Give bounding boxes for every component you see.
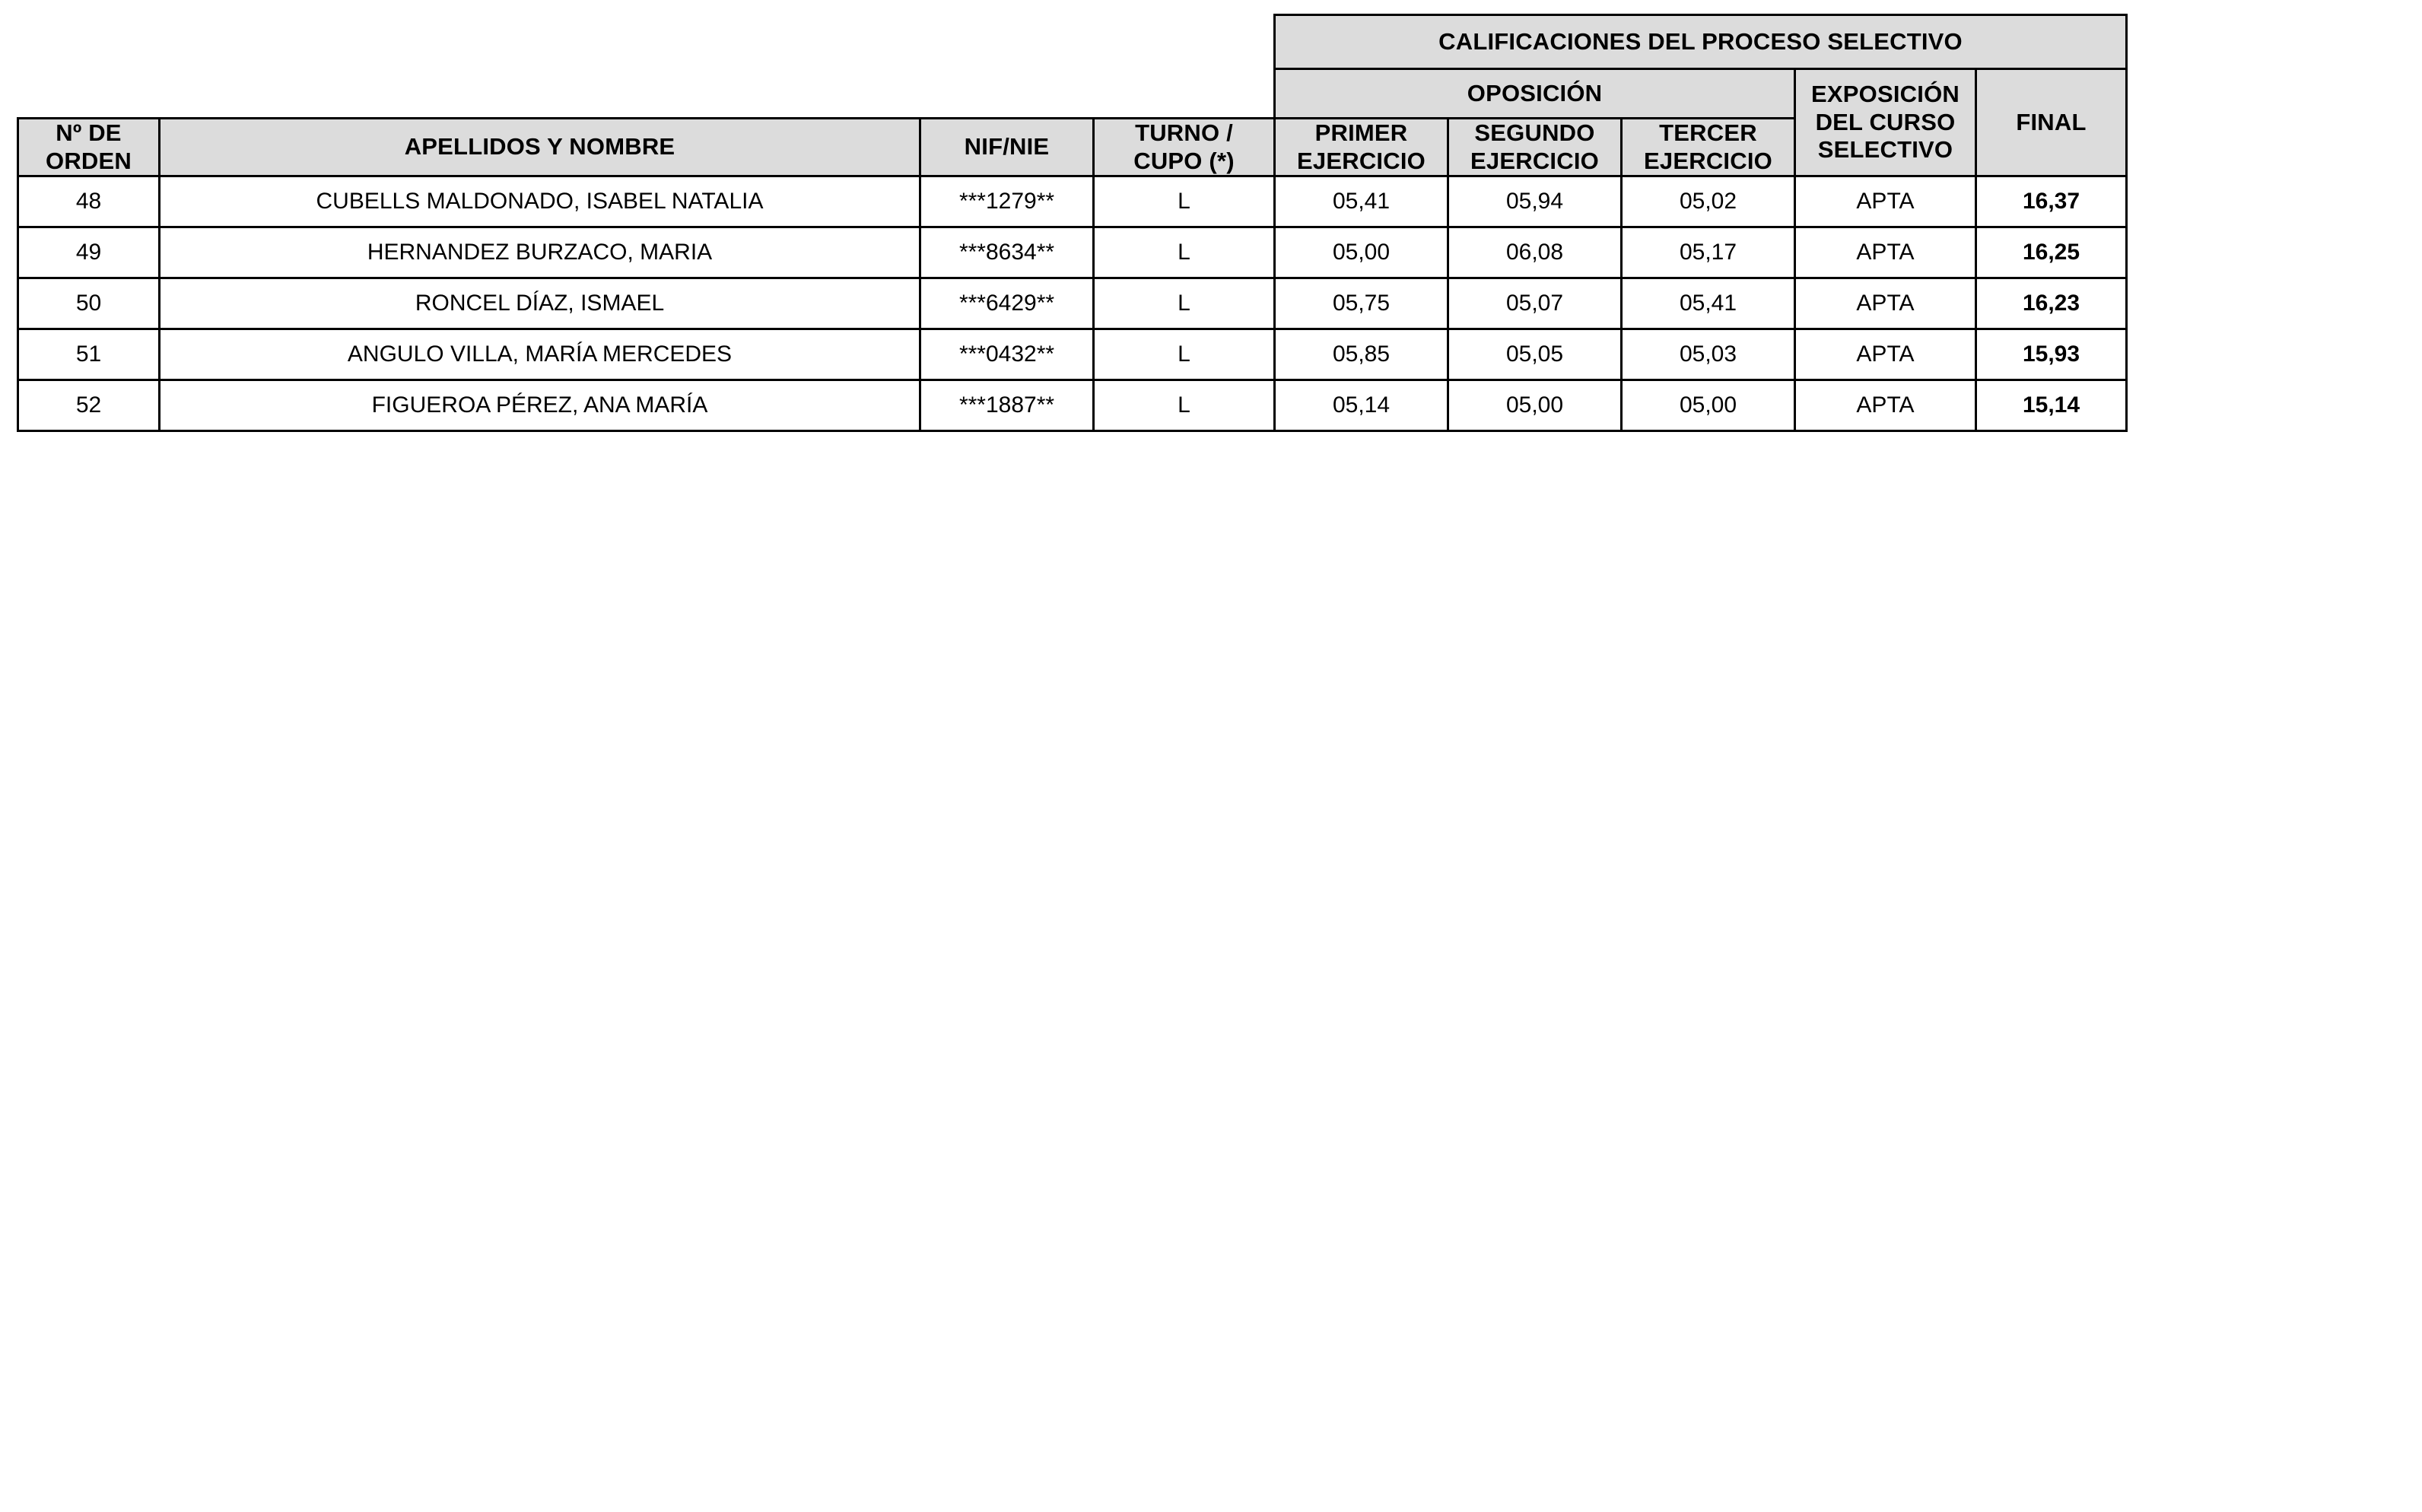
cell-nombre: FIGUEROA PÉREZ, ANA MARÍA <box>160 380 920 431</box>
cell-exposicion: APTA <box>1795 380 1976 431</box>
header-ej1-line2: EJERCICIO <box>1297 147 1426 174</box>
cell-final: 16,37 <box>1976 176 2127 227</box>
cell-ejercicio-2: 05,05 <box>1448 329 1622 380</box>
table-row <box>18 278 2127 329</box>
header-calificaciones-proceso-selectivo: CALIFICACIONES DEL PROCESO SELECTIVO <box>1275 15 2127 69</box>
cell-ejercicio-3: 05,00 <box>1622 380 1795 431</box>
header-nif-nie <box>920 119 1094 176</box>
cell-ejercicio-1: 05,85 <box>1275 329 1448 380</box>
cell-nif: ***1279** <box>920 176 1094 227</box>
cell-exposicion: APTA <box>1795 329 1976 380</box>
header-row-group <box>18 15 2127 69</box>
header-orden-line1: Nº DE <box>56 119 122 146</box>
header-exposicion-line1: EXPOSICIÓN <box>1811 81 1960 108</box>
cell-ejercicio-3: 05,41 <box>1622 278 1795 329</box>
cell-ejercicio-3: 05,17 <box>1622 227 1795 278</box>
selection-process-results-table <box>17 14 2128 432</box>
cell-ejercicio-3: 05,02 <box>1622 176 1795 227</box>
cell-orden: 49 <box>18 227 160 278</box>
cell-nombre: HERNANDEZ BURZACO, MARIA <box>160 227 920 278</box>
cell-final: 16,25 <box>1976 227 2127 278</box>
table-row <box>18 329 2127 380</box>
cell-ejercicio-1: 05,14 <box>1275 380 1448 431</box>
header-nif-label: NIF/NIE <box>964 133 1050 160</box>
table-row <box>18 380 2127 431</box>
table-header <box>18 15 2127 176</box>
header-tercer-ejercicio <box>1622 119 1795 176</box>
cell-orden: 50 <box>18 278 160 329</box>
table-body <box>18 176 2127 431</box>
cell-ejercicio-2: 05,07 <box>1448 278 1622 329</box>
cell-turno: L <box>1094 380 1275 431</box>
cell-nombre: CUBELLS MALDONADO, ISABEL NATALIA <box>160 176 920 227</box>
cell-final: 16,23 <box>1976 278 2127 329</box>
cell-ejercicio-1: 05,00 <box>1275 227 1448 278</box>
header-ej1-line1: PRIMER <box>1314 119 1408 146</box>
header-exposicion-line2: DEL CURSO <box>1815 108 1956 135</box>
cell-ejercicio-2: 06,08 <box>1448 227 1622 278</box>
header-ej3-line1: TERCER <box>1659 119 1757 146</box>
cell-ejercicio-3: 05,03 <box>1622 329 1795 380</box>
cell-turno: L <box>1094 176 1275 227</box>
cell-ejercicio-1: 05,41 <box>1275 176 1448 227</box>
cell-exposicion: APTA <box>1795 176 1976 227</box>
cell-ejercicio-2: 05,00 <box>1448 380 1622 431</box>
table-row <box>18 227 2127 278</box>
cell-turno: L <box>1094 227 1275 278</box>
cell-nif: ***8634** <box>920 227 1094 278</box>
cell-nif: ***0432** <box>920 329 1094 380</box>
cell-orden: 52 <box>18 380 160 431</box>
cell-exposicion: APTA <box>1795 227 1976 278</box>
header-orden-line2: ORDEN <box>46 147 132 174</box>
header-ej3-line2: EJERCICIO <box>1644 147 1772 174</box>
header-turno-cupo <box>1094 119 1275 176</box>
header-spacer-left-2 <box>18 69 1275 119</box>
header-final <box>1976 69 2127 176</box>
header-turno-line1: TURNO / <box>1135 119 1233 146</box>
cell-exposicion: APTA <box>1795 278 1976 329</box>
header-row-subgroup <box>18 69 2127 119</box>
cell-turno: L <box>1094 278 1275 329</box>
header-apellidos-nombre <box>160 119 920 176</box>
header-primer-ejercicio <box>1275 119 1448 176</box>
header-apellidos-label: APELLIDOS Y NOMBRE <box>404 133 675 160</box>
cell-orden: 48 <box>18 176 160 227</box>
cell-final: 15,14 <box>1976 380 2127 431</box>
cell-orden: 51 <box>18 329 160 380</box>
cell-nombre: ANGULO VILLA, MARÍA MERCEDES <box>160 329 920 380</box>
header-exposicion-curso-selectivo <box>1795 69 1976 176</box>
header-ej2-line1: SEGUNDO <box>1474 119 1595 146</box>
header-exposicion-line3: SELECTIVO <box>1817 136 1953 164</box>
cell-ejercicio-1: 05,75 <box>1275 278 1448 329</box>
header-ej2-line2: EJERCICIO <box>1470 147 1599 174</box>
table-row <box>18 176 2127 227</box>
cell-final: 15,93 <box>1976 329 2127 380</box>
cell-nif: ***6429** <box>920 278 1094 329</box>
header-final-label: FINAL <box>2016 108 2087 135</box>
header-segundo-ejercicio <box>1448 119 1622 176</box>
header-spacer-left <box>18 15 1275 69</box>
header-oposicion: OPOSICIÓN <box>1275 69 1795 119</box>
cell-ejercicio-2: 05,94 <box>1448 176 1622 227</box>
header-turno-line2: CUPO (*) <box>1133 147 1235 174</box>
cell-nombre: RONCEL DÍAZ, ISMAEL <box>160 278 920 329</box>
cell-turno: L <box>1094 329 1275 380</box>
header-numero-orden <box>18 119 160 176</box>
cell-nif: ***1887** <box>920 380 1094 431</box>
